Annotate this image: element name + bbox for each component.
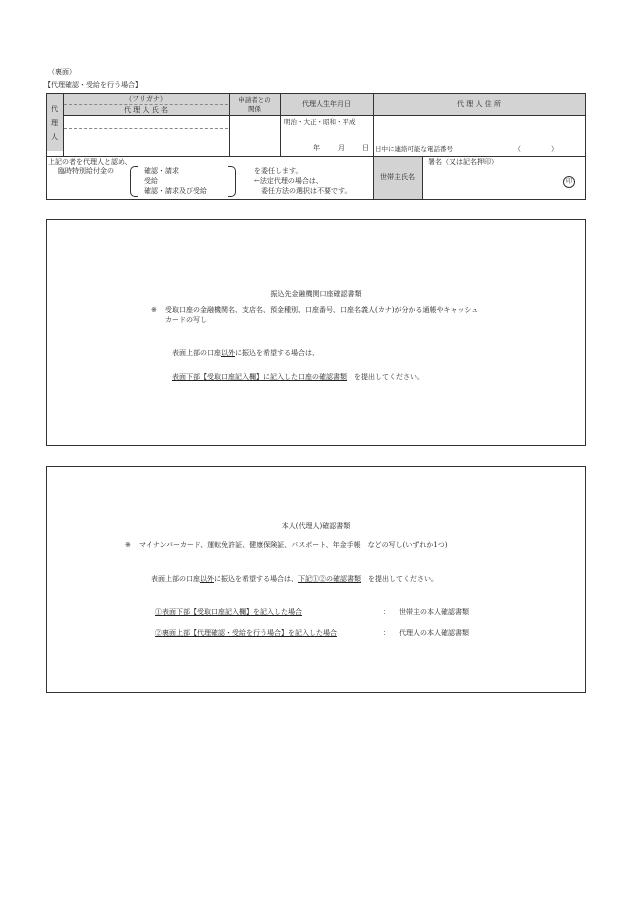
signature-input[interactable] (424, 168, 554, 198)
bank-note-line2: カードの写し (165, 316, 207, 324)
identity-document-box (46, 466, 586, 693)
page-side-label: （裏面） (48, 68, 76, 76)
address-input[interactable] (374, 116, 584, 141)
proxy-name-label: 代 理 人 氏 名 (124, 106, 168, 114)
relation-label-2: 関係 (248, 105, 261, 113)
bank-document-box (46, 219, 586, 446)
bank-condition: 表面上部の口座以外に振込を希望する場合は、 (172, 349, 319, 357)
identity-item-2: ②裏面上部【代理確認・受給を行う場合】を記入した場合 ： 代理人の本人確認書類 (155, 629, 469, 637)
entrust-text: を委任します。 (254, 167, 303, 175)
identity-box-title: 本人(代理人)確認書類 (281, 522, 351, 530)
bank-submit-instruction: 表面下部【受取口座記入欄】に記入した口座の確認書類 を提出してください。 (172, 373, 424, 381)
identity-item-1: ①表面下部【受取口座記入欄】を記入した場合 ： 世帯主の本人確認書類 (155, 608, 469, 616)
proxy-name-input[interactable] (64, 129, 228, 155)
delegation-line1: 上記の者を代理人と認め、 (48, 158, 132, 166)
legal-proxy-note1: ←法定代理の場合は、 (254, 177, 323, 185)
bank-note-line1: 受取口座の金融機関名、支店名、預金種別、口座番号、口座名義人(カナ)が分かる通帳やキャッシュ (165, 306, 479, 314)
furigana-label: （フリガナ） (125, 95, 167, 103)
identity-note-mark: ※ (125, 541, 131, 549)
left-brace-icon (130, 166, 138, 197)
seal-icon: 印 (563, 176, 575, 188)
birth-day-unit: 日 (362, 144, 369, 152)
legal-proxy-note2: 委任方法の選択は不要です。 (261, 187, 352, 195)
identity-note: マイナンバーカード、運転免許証、健康保険証、パスポート、年金手帳 などの写し(いずれか1つ) (139, 541, 448, 549)
birthdate-label: 代理人生年月日 (302, 100, 351, 108)
right-brace-icon (228, 166, 236, 197)
address-label: 代 理 人 住 所 (457, 100, 501, 108)
option-confirm-request-receive[interactable]: 確認・請求及び受給 (144, 187, 207, 195)
relation-input[interactable] (230, 116, 279, 155)
birth-month-unit: 月 (338, 144, 345, 152)
phone-paren-open: （ (514, 145, 521, 153)
furigana-input[interactable] (64, 105, 228, 115)
option-confirm-request[interactable]: 確認・請求 (144, 167, 179, 175)
proxy-label-1: 代 (51, 105, 58, 113)
identity-condition: 表面上部の口座以外に振込を希望する場合は、下記①②の確認書類 を提出してください。 (151, 575, 438, 583)
proxy-label-3: 人 (51, 133, 58, 141)
proxy-label-2: 理 (51, 119, 58, 127)
section-title: 【代理確認・受給を行う場合】 (44, 81, 142, 89)
household-label: 世帯主氏名 (380, 173, 415, 181)
delegation-line2: 臨時特別給付金の (58, 167, 114, 175)
era-options[interactable]: 明治・大正・昭和・平成 (284, 118, 356, 126)
bank-note-mark: ※ (151, 306, 157, 314)
relation-label-1: 申請者との (238, 96, 271, 104)
bank-box-title: 振込先金融機関口座確認書類 (270, 290, 362, 298)
signature-label: 署名（又は記名押印） (428, 158, 498, 166)
option-receive[interactable]: 受給 (144, 177, 158, 185)
phone-label: 日中に連絡可能な電話番号 (375, 145, 453, 153)
phone-paren-close: ） (551, 145, 558, 153)
birth-year-unit: 年 (313, 144, 320, 152)
